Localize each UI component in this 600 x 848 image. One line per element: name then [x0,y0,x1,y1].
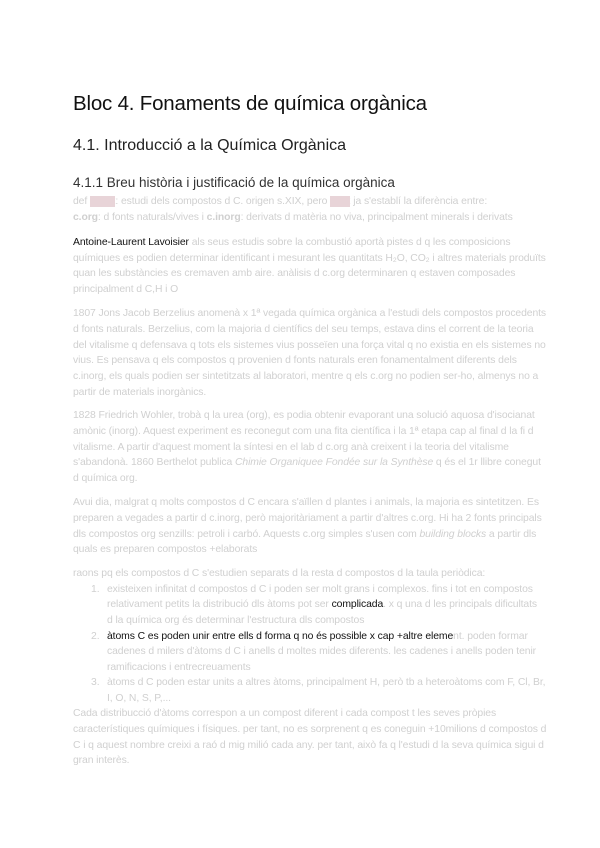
item2-line-2: cadenes d milers d'àtoms d C i anells d moltes mides diferents. les cadenes i anells poden tenir [107,646,537,657]
emphasis-text: àtoms C es poden unir entre ells d forma q no és possible x cap +altre eleme [107,631,454,642]
p2-line-1: Antoine-Laurent Lavoisier als seus estudis sobre la combustió aportà pistes d q les composicions [73,237,511,248]
p3-line-2: d fonts naturals. Berzelius, com la majoria d científics del seu temps, estava dins el corrent de la teoria [73,324,534,335]
p3-line-4: vius. Es pensava q els compostos q provenien d fonts naturals eren fonamentalment diferents dels [73,355,517,366]
p3-line-5: c.inorg, els quals podien ser sintetitzats al laboratori, mentre q els c.org no podien ser-ho, almenys no a [73,371,539,382]
p3-line-6: partir de materials inorgànics. [73,387,207,398]
list-number: 1. [91,584,100,595]
p5-line-2: preparen a vegades a partir d c.inorg, però majoritàriament a partir d'altres c.org. Hi ha 2 fonts principals [73,513,542,524]
p2-line-3: quan les substàncies es cremaven amb aire. anàlisis d c.org determinaren q estaven composades [73,268,516,279]
p2-line-2: químiques es podien determinar identificant i mesurant les quantitats H₂O, CO₂ i altres materials produïts [73,253,546,264]
item3-line-2: I, O, N, S, P,... [107,693,171,704]
highlight: xxxx [330,196,351,207]
p4-line-4: s'abandonà. 1860 Berthelot publica Chimie Organiquee Fondée sur la Synthèse q és el 1r llibre conegut [73,457,541,468]
subsection-heading: 4.1.1 Breu història i justificació de la química orgànica [73,175,395,190]
p7-line-1: Cada distribucció d'àtoms correspon a un compost diferent i cada compost t les seves pròpies [73,708,497,719]
list-number: 2. [91,631,100,642]
p3-line-3: del vitalisme q defensava q tots els sistemes vius posseïen una força vital q no existia en els sistemes no [73,340,546,351]
item3-line-1: àtoms d C poden estar units a altres àtoms, principalment H, però tb a heteroàtoms com F, Cl, Br, [107,677,546,688]
p1-line-2: c.org: d fonts naturals/vives i c.inorg: derivats d matèria no viva, principalment minerals i derivats [73,212,513,223]
item2-line-3: ramificacions i entrecreuaments [107,662,251,673]
p7-line-4: gran interès. [73,755,130,766]
section-heading: 4.1. Introducció a la Química Orgànica [73,137,347,154]
p4-line-1: 1828 Friedrich Wohler, trobà q la urea (org), es podia obtenir evaporant una solució aquosa d'isocianat [73,410,535,421]
p1-line-1: def xxxxx: estudi dels compostos d C. origen s.XIX, pero xxxx ja s'establí la diferència entre: [73,196,488,207]
person-name: Antoine-Laurent Lavoisier [73,237,189,248]
p5-line-4: quals es preparen compostos +elaborats [73,544,258,555]
p7-line-2: característiques químiques i físiques. per tant, no es sorprenent q es coneguin +10milions d compostos d [73,724,547,735]
p7-line-3: C i q aquest nombre creixi a raó d mig milió cada any. per tant, això fa q l'estudi d la seva química sigui d [73,740,544,751]
list-intro: raons pq els compostos d C s'estudien separats d la resta d compostos d la taula periòdica: [73,568,486,579]
list-number: 3. [91,677,100,688]
item1-line-3: d la química org és determinar l'estructura dls compostos [107,615,365,626]
page-title: Bloc 4. Fonaments de química orgànica [73,92,427,115]
p3-line-1: 1807 Jons Jacob Berzelius anomenà x 1ª vegada química orgànica a l'estudi dels compostos procedents [73,308,547,319]
p4-line-3: vitalisme. A partir d'aquest moment la síntesi en el lab d c.org anà creixent i la teoria del vitalisme [73,442,509,453]
highlight: xxxxx [89,196,116,207]
p5-line-3: dls compostos org senzills: petroli i carbó. Aquests c.org simples s'usen com building blocks a partir dls [73,529,537,540]
item2-line-1: àtoms C es poden unir entre ells d forma q no és possible x cap +altre element. poden formar [107,631,528,642]
item1-line-2: relativament petits la distribució dls àtoms pot ser complicada. x q una d les principals dificultats [107,599,537,610]
p5-line-1: Avui dia, malgrat q molts compostos d C encara s'aïllen d plantes i animals, la majoria es sintetitzen. Es [73,497,539,508]
p2-line-4: principalment d C,H i O [73,284,179,295]
p4-line-2: amònic (inorg). Aquest experiment es reconegut com una fita científica i la 1ª etapa cap al final d la fi d [73,426,534,437]
emphasis-word: complicada [331,599,384,610]
item1-line-1: existeixen infinitat d compostos d C i poden ser molt grans i complexos. fins i tot en compostos [107,584,533,595]
p4-line-5: d química org. [73,473,138,484]
book-title: Chimie Organiquee Fondée sur la Synthèse [234,457,434,468]
